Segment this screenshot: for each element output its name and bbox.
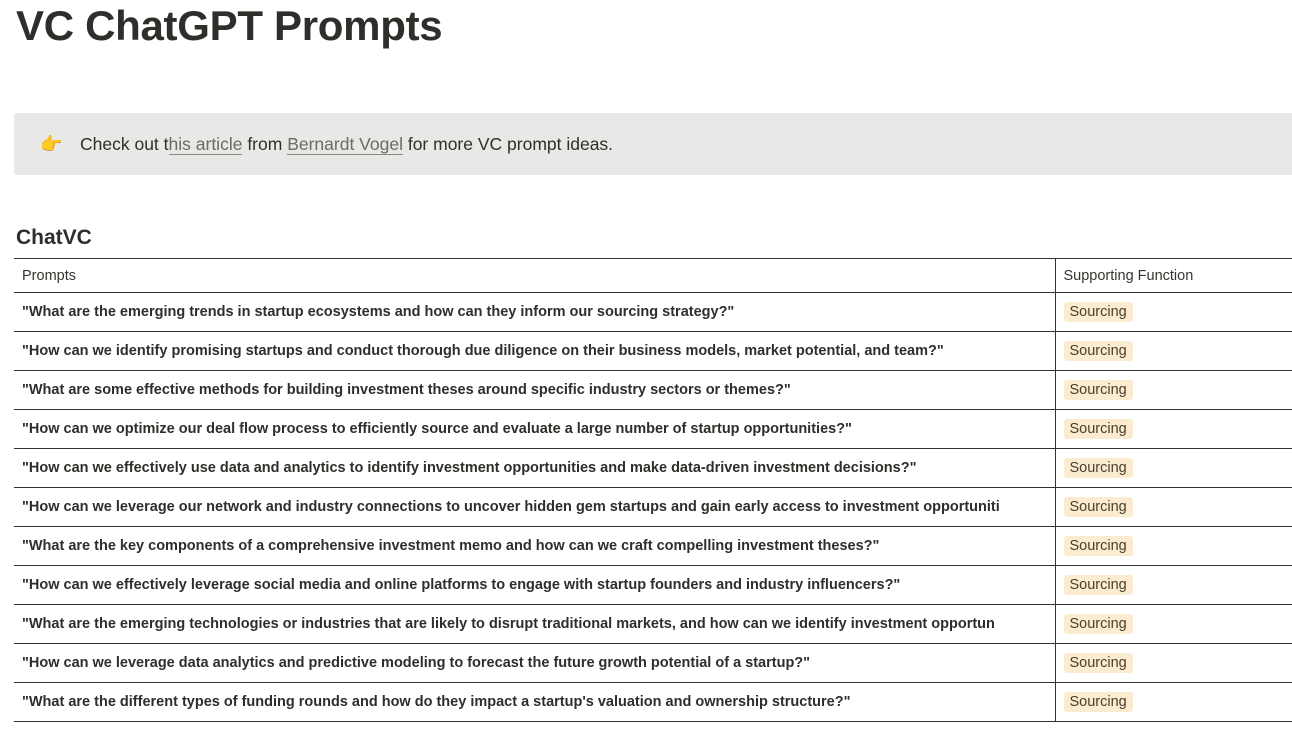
function-tag: Sourcing [1064,302,1133,322]
table-row[interactable] [14,488,1292,527]
function-cell[interactable] [1055,449,1292,488]
section-heading: ChatVC [16,226,92,249]
function-tag: Sourcing [1064,575,1133,595]
prompt-cell[interactable]: "What are the emerging trends in startup ecosystems and how can they inform our sourcing strategy?" [14,293,1055,332]
column-header-prompts[interactable]: Prompts [14,259,1055,293]
article-link[interactable]: his article [168,133,243,154]
table-row[interactable] [14,683,1292,722]
function-tag: Sourcing [1064,458,1133,478]
function-cell[interactable] [1055,332,1292,371]
prompt-cell[interactable]: "What are the key components of a comprehensive investment memo and how can we craft compelling investment theses?" [14,527,1055,566]
callout-text [80,134,613,155]
function-cell[interactable] [1055,566,1292,605]
callout-text-before: Check out t [80,133,169,154]
function-cell[interactable] [1055,683,1292,722]
pointing-hand-icon: 👉 [40,133,63,154]
table-row[interactable] [14,605,1292,644]
function-cell[interactable] [1055,371,1292,410]
function-tag: Sourcing [1064,341,1133,361]
function-cell[interactable] [1055,293,1292,332]
table-row[interactable] [14,566,1292,605]
table-row[interactable] [14,644,1292,683]
function-tag: Sourcing [1064,536,1133,556]
prompt-cell[interactable]: "How can we leverage data analytics and predictive modeling to forecast the future growth potential of a startup?" [14,644,1055,683]
prompt-cell[interactable]: "How can we optimize our deal flow process to efficiently source and evaluate a large number of startup opportunities?" [14,410,1055,449]
function-cell[interactable] [1055,644,1292,683]
table-header-row [14,259,1292,293]
function-cell[interactable] [1055,605,1292,644]
table-row[interactable] [14,332,1292,371]
function-tag: Sourcing [1064,653,1133,673]
page-title: VC ChatGPT Prompts [16,2,443,49]
function-cell[interactable] [1055,488,1292,527]
prompt-cell[interactable]: "How can we effectively use data and analytics to identify investment opportunities and make data-driven investment decisions?" [14,449,1055,488]
author-link[interactable]: Bernardt Vogel [287,133,403,154]
table-row[interactable] [14,371,1292,410]
table-row[interactable] [14,293,1292,332]
prompts-table [14,258,1292,722]
column-header-supporting-function[interactable]: Supporting Function [1055,259,1292,293]
function-cell[interactable] [1055,527,1292,566]
prompt-cell[interactable]: "What are the different types of funding rounds and how do they impact a startup's valuation and ownership structure?" [14,683,1055,722]
function-cell[interactable] [1055,410,1292,449]
function-tag: Sourcing [1064,692,1133,712]
callout [14,113,1292,175]
function-tag: Sourcing [1064,497,1133,517]
table-row[interactable] [14,527,1292,566]
prompt-cell[interactable]: "How can we leverage our network and industry connections to uncover hidden gem startups and gain early access to investment opportuniti [14,488,1055,527]
prompt-cell[interactable]: "What are some effective methods for building investment theses around specific industry sectors or themes?" [14,371,1055,410]
callout-text-after: for more VC prompt ideas. [402,133,614,154]
prompt-cell[interactable]: "How can we identify promising startups and conduct thorough due diligence on their business models, market potential, and team?" [14,332,1055,371]
prompt-cell[interactable]: "How can we effectively leverage social media and online platforms to engage with startup founders and industry influencers?" [14,566,1055,605]
table-row[interactable] [14,449,1292,488]
function-tag: Sourcing [1064,380,1133,400]
callout-text-mid: from [242,133,288,154]
function-tag: Sourcing [1064,614,1133,634]
prompt-cell[interactable]: "What are the emerging technologies or industries that are likely to disrupt traditional markets, and how can we identify investment opportun [14,605,1055,644]
function-tag: Sourcing [1064,419,1133,439]
table-row[interactable] [14,410,1292,449]
